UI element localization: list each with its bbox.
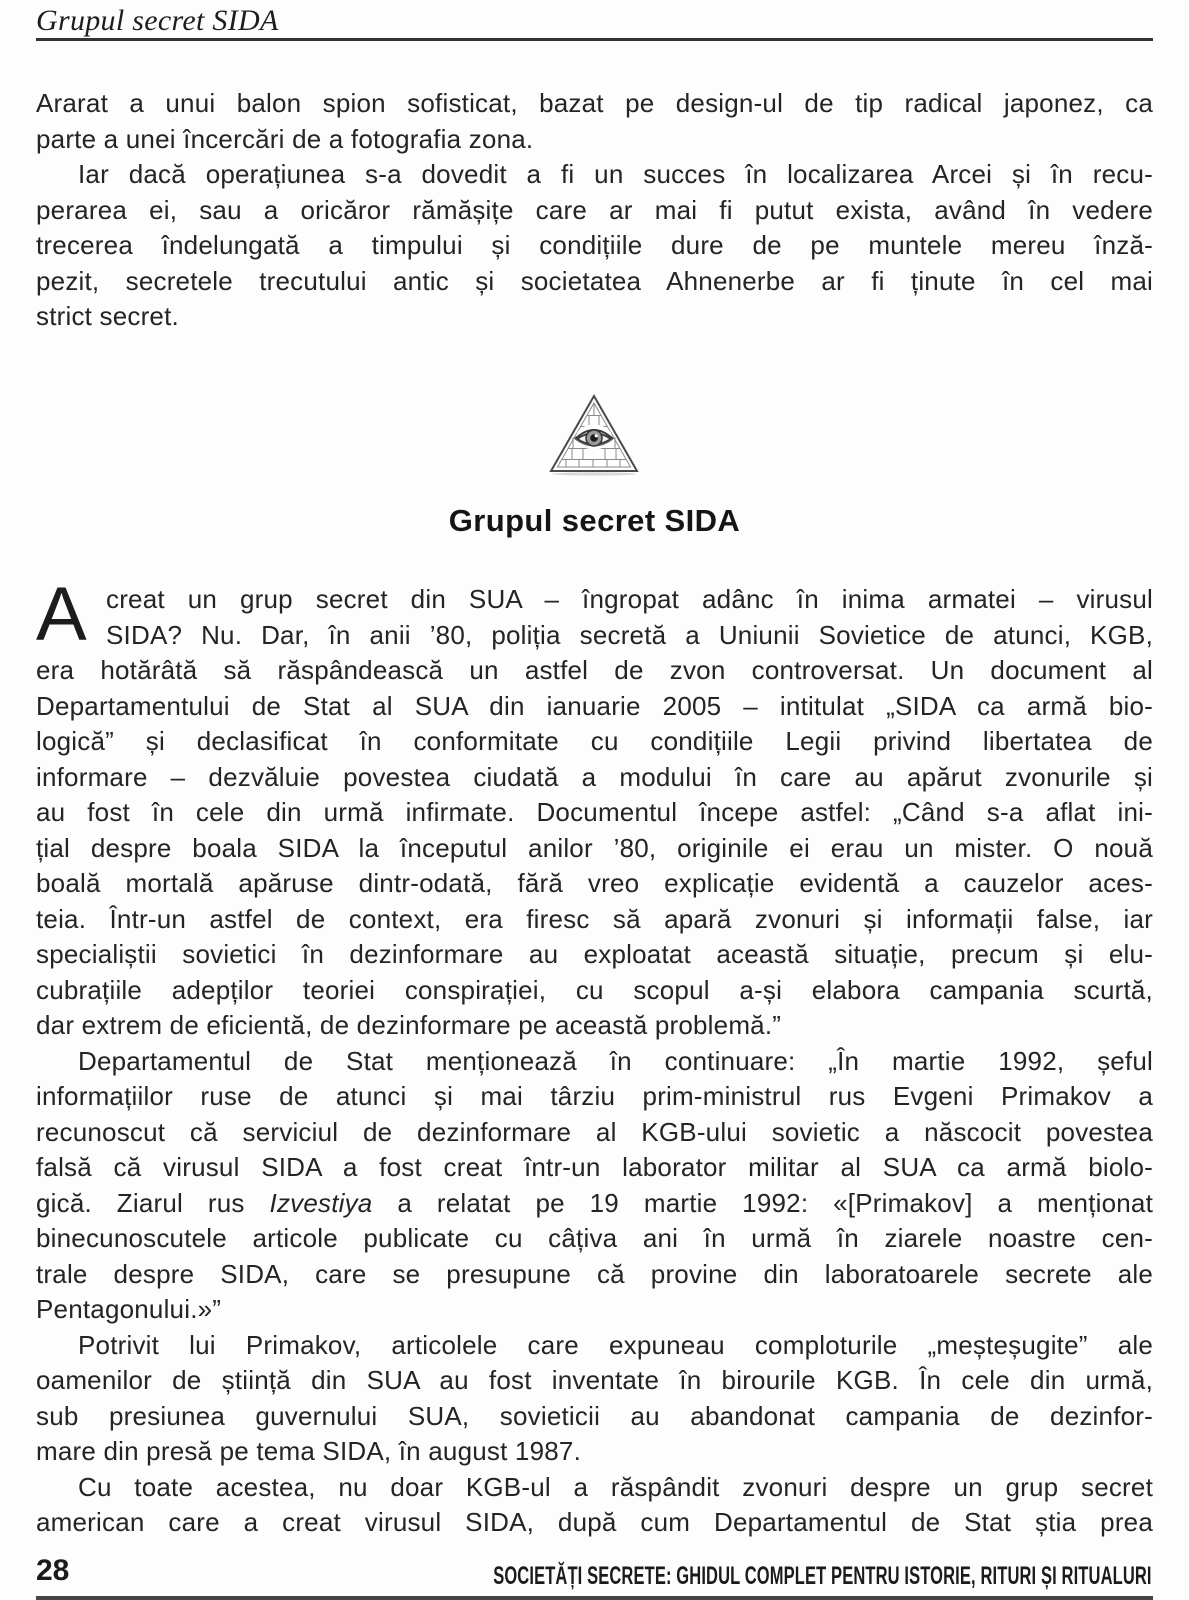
text-line: boală mortală apăruse dintr-odată, fără vreo explicație evidentă a cauzelor aces- bbox=[36, 868, 1153, 898]
text-line: informare – dezvăluie povestea ciudată a modului în care au apărut zvonurile și bbox=[36, 761, 1153, 792]
chapter-body bbox=[36, 572, 1153, 1541]
footer-rule bbox=[36, 1596, 1153, 1600]
drop-cap: A bbox=[36, 572, 87, 657]
chapter-paragraphs bbox=[36, 572, 1153, 1541]
paragraph bbox=[36, 1044, 1153, 1328]
page-number: 28 bbox=[36, 1554, 70, 1587]
text-line: SIDA? Nu. Dar, în anii ’80, poliția secretă a Uniunii Sovietice de atunci, KGB, bbox=[106, 619, 1153, 650]
text-line: Departamentul de Stat menționează în continuare: „În martie 1992, șeful bbox=[78, 1045, 1153, 1076]
chapter-title: Grupul secret SIDA bbox=[448, 503, 741, 538]
paragraph bbox=[36, 1470, 1153, 1541]
text-line: Cu toate acestea, nu doar KGB-ul a răspândit zvonuri despre un grup secret bbox=[78, 1471, 1153, 1502]
paragraph bbox=[36, 1328, 1153, 1470]
text-line: Pentagonului.»” bbox=[36, 1294, 222, 1324]
text-line: era hotărâtă să răspândească un astfel de zvon controversat. Un document al bbox=[36, 655, 1153, 685]
footer-book-title: SOCIETĂȚI SECRETE: GHIDUL COMPLET PENTRU ISTORIE, RITURI ȘI RITUALURI bbox=[493, 1562, 1152, 1590]
running-head: Grupul secret SIDA bbox=[36, 4, 279, 37]
text-line: Departamentului de Stat al SUA din ianuarie 2005 – intitulat „SIDA ca armă bio- bbox=[36, 690, 1153, 721]
text-line: oamenilor de știință din SUA au fost inventate în birourile KGB. În cele din urmă, bbox=[36, 1365, 1153, 1395]
text-line: Iar dacă operațiunea s-a dovedit a fi un succes în localizarea Arcei și în recu- bbox=[78, 159, 1153, 189]
text-line: binecunoscutele articole publicate cu câțiva ani în urmă în ziarele noastre cen- bbox=[36, 1223, 1153, 1253]
text-line: strict secret. bbox=[36, 301, 179, 331]
text-line: teia. Într-un astfel de context, era firesc să apară zvonuri și informații false, iar bbox=[36, 903, 1153, 934]
pyramid-eye-icon bbox=[549, 394, 639, 480]
text-line: falsă că virusul SIDA a fost creat într-un laborator militar al SUA ca armă biolo- bbox=[36, 1152, 1153, 1182]
text-line: cubrațiile adepților teoriei conspirației, cu scopul a-și elabora campania scurtă, bbox=[36, 974, 1153, 1005]
paragraph bbox=[36, 572, 1153, 1044]
text-line: parte a unei încercări de a fotografia zona. bbox=[36, 123, 534, 154]
text-line: sub presiunea guvernului SUA, sovieticii au abandonat campania de dezinfor- bbox=[36, 1400, 1153, 1431]
text-line: american care a creat virusul SIDA, după cum Departamentul de Stat știa prea bbox=[36, 1507, 1153, 1537]
text-line: logică” și declasificat în conformitate cu condițiile Legii privind libertatea de bbox=[36, 726, 1153, 756]
text-line: mare din presă pe tema SIDA, în august 1987. bbox=[36, 1436, 581, 1466]
text-line: Potrivit lui Primakov, articolele care expuneau comploturile „meșteșugite” ale bbox=[78, 1329, 1153, 1360]
text-line: țial despre boala SIDA la începutul anilor ’80, originile ei erau un mister. O nouă bbox=[36, 832, 1153, 863]
text-line: gică. Ziarul rus Izvestiya a relatat pe 19 martie 1992: «[Primakov] a menționat bbox=[36, 1187, 1153, 1218]
header-rule bbox=[36, 38, 1153, 41]
text-line: perarea ei, sau a oricăror rămășițe care ar mai fi putut exista, având în vedere bbox=[36, 194, 1153, 225]
text-line: recunoscut că serviciul de dezinformare al KGB-ului sovietic a născocit povestea bbox=[36, 1116, 1153, 1147]
text-line: pezit, secretele trecutului antic și societatea Ahnenerbe ar fi ținute în cel mai bbox=[36, 265, 1153, 296]
paragraph bbox=[36, 157, 1153, 335]
text-line: trale despre SIDA, care se presupune că provine din laboratoarele secrete ale bbox=[36, 1258, 1153, 1289]
text-line: specialiștii sovietici în dezinformare au exploatat această situație, precum și elu- bbox=[36, 939, 1153, 969]
intro-text bbox=[36, 86, 1153, 335]
text-line: trecerea îndelungată a timpului și condițiile dure de pe muntele mereu înză- bbox=[36, 230, 1153, 260]
text-line: au fost în cele din urmă infirmate. Documentul începe astfel: „Când s-a aflat ini- bbox=[36, 797, 1153, 827]
text-line: dar extrem de eficientă, de dezinformare pe această problemă.” bbox=[36, 1010, 782, 1040]
text-line: Ararat a unui balon spion sofisticat, bazat pe design-ul de tip radical japonez, ca bbox=[36, 88, 1153, 118]
paragraph bbox=[36, 86, 1153, 157]
text-line: creat un grup secret din SUA – îngropat adânc în inima armatei – virusul bbox=[106, 584, 1153, 614]
text-line: informațiilor ruse de atunci și mai târziu prim-ministrul rus Evgeni Primakov a bbox=[36, 1081, 1153, 1111]
